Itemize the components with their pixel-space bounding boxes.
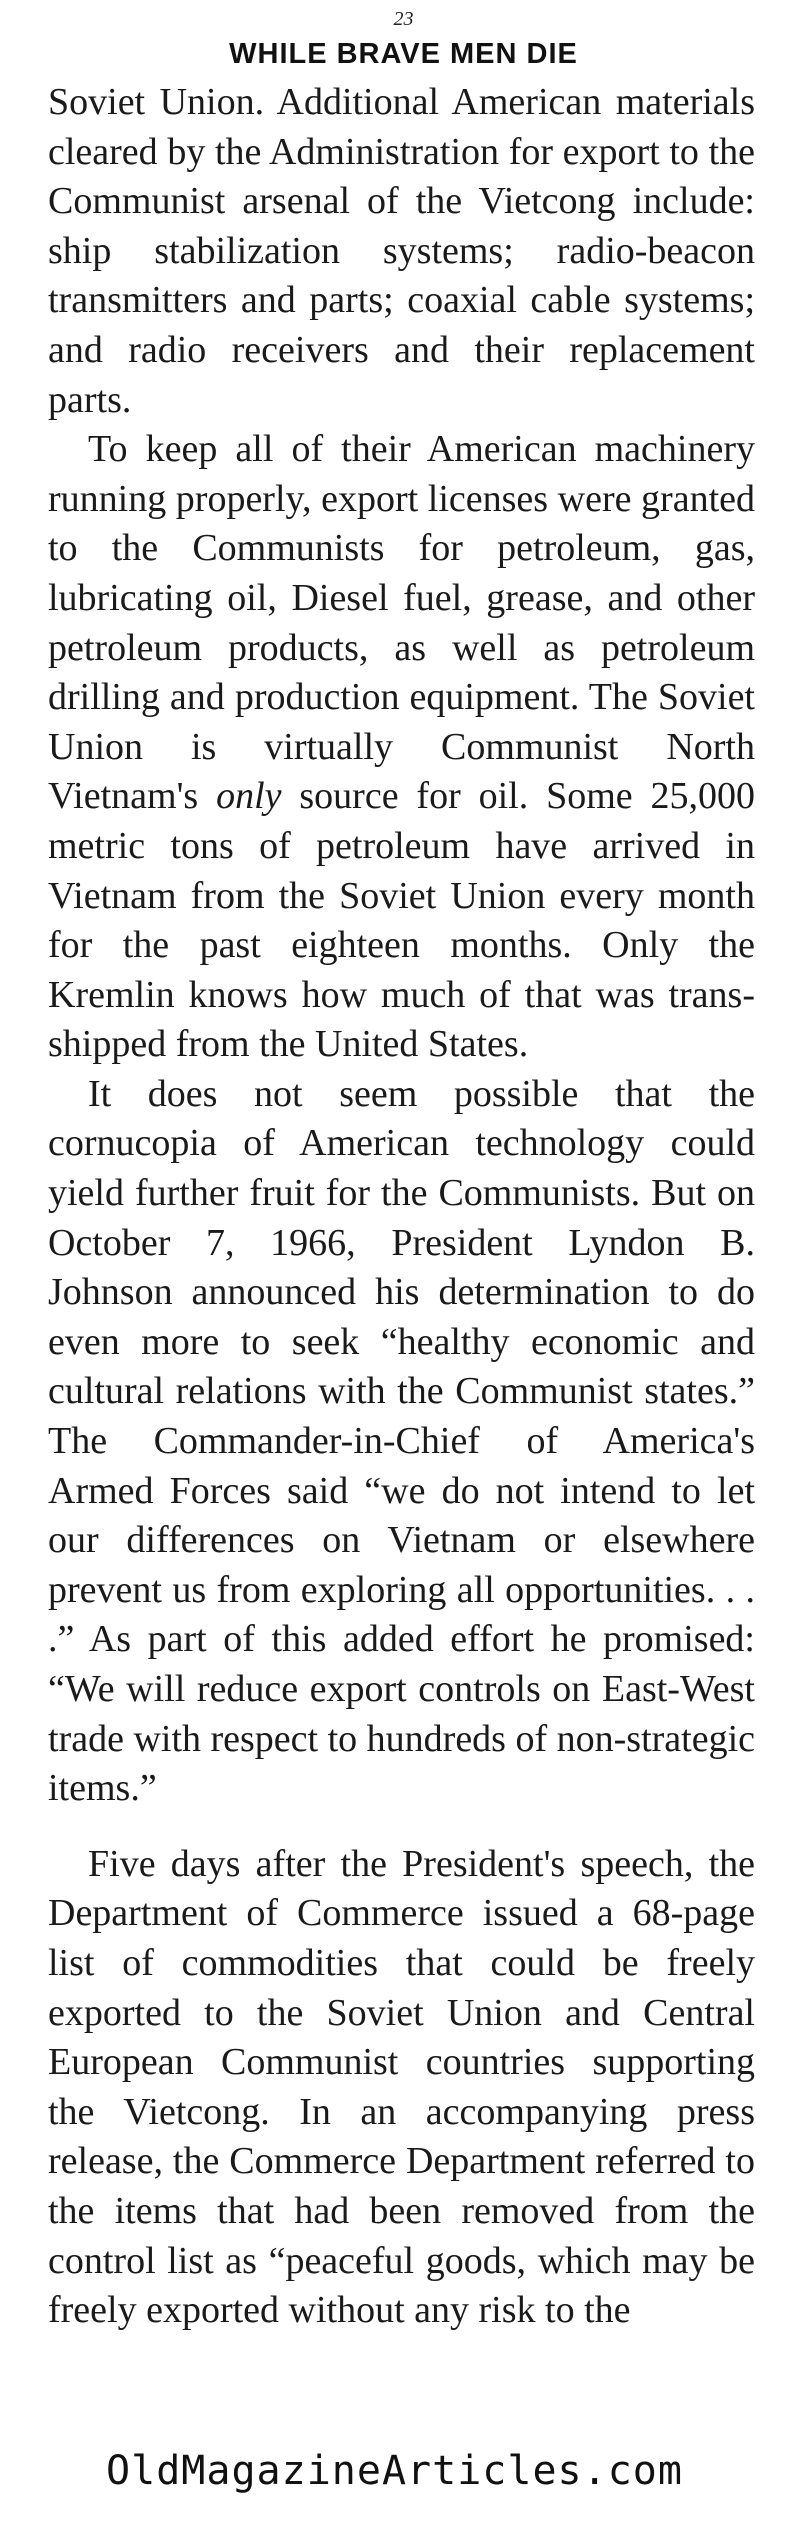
running-head: WHILE BRAVE MEN DIE [229, 38, 578, 70]
paragraph: Five days after the President's speech, the Department of Commerce issued a 68-page list of commodities that could be freely exported to the Soviet Union and Central European Communist countries supporting the Vietcong. In an accompanying press release, the Commerce Department referred to the items that had been removed from the control list as “peaceful goods, which may be freely exported without any risk to the [48, 1842, 755, 2332]
paragraph: Soviet Union. Additional American materials cleared by the Administration for export to the Communist arsenal of the Vietcong include: ship stabilization systems; radio-beacon transmitters and parts; coaxial cable systems; and radio receivers and their replacement parts. [48, 81, 755, 421]
paragraph [48, 425, 755, 1070]
page-number: 23 [393, 8, 414, 30]
article-column [48, 78, 755, 2336]
emphasized-word: only [216, 775, 282, 818]
paragraph-text: To keep all of their American machinery running properly, export licenses were granted to the Communists for petroleum, gas, lubricating oil, Diesel fuel, grease, and other petroleum products, as well as petroleum drilling and production equipment. The Soviet Union is virtually Communist North Vietnam's [48, 428, 755, 818]
paragraph: It does not seem possible that the cornucopia of American technology could yield further fruit for the Communists. But on October 7, 1966, President Lyndon B. Johnson announced his determination to do even more to seek “healthy economic and cultural relations with the Communist states.” The Commander-in-Chief of America's Armed Forces said “we do not intend to let our differences on Vietnam or elsewhere prevent us from exploring all opportunities. . . .” As part of this added effort he promised: “We will reduce export controls on East-West trade with respect to hundreds of non-strategic items.” [48, 1072, 755, 1810]
paragraph-text: source for oil. Some 25,000 metric tons of petroleum have arrived in Vietnam from the Soviet Union every month for the past eighteen months. Only the Kremlin knows how much of that was trans-shipped from the United States. [48, 775, 756, 1066]
source-watermark: OldMagazineArticles.com [106, 2448, 683, 2494]
